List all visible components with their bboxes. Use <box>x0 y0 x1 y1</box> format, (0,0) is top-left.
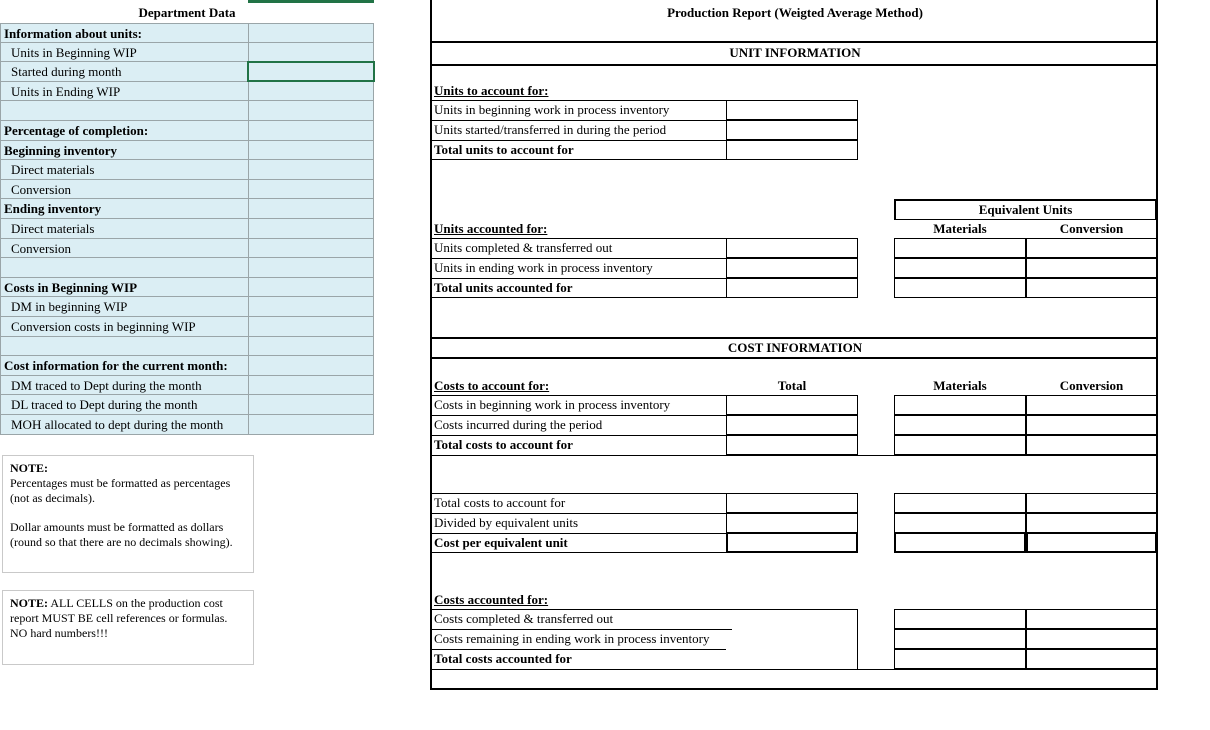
costs-ending-wip-label: Costs remaining in ending work in process inventory <box>434 631 710 646</box>
department-data-label[interactable]: Conversion costs in beginning WIP <box>0 317 248 337</box>
department-data-row <box>0 141 374 160</box>
department-data-label[interactable]: Cost information for the current month: <box>0 356 248 376</box>
department-data-row <box>0 199 374 219</box>
department-data-row <box>0 43 374 62</box>
department-data-value-cell[interactable] <box>248 239 374 258</box>
department-data-row <box>0 160 374 180</box>
department-data-row <box>0 82 374 101</box>
units-started-label: Units started/transferred in during the period <box>434 122 667 137</box>
department-data-row <box>0 376 374 395</box>
department-data-label[interactable]: Information about units: <box>0 23 248 43</box>
department-data-value-cell[interactable] <box>248 415 374 435</box>
units-beginning-wip-label: Units in beginning work in process inventory <box>434 102 670 117</box>
department-data-value-cell[interactable] <box>248 82 374 101</box>
department-data-value-cell[interactable] <box>248 278 374 297</box>
department-data-row <box>0 395 374 415</box>
total-units-to-account-label: Total units to account for <box>434 142 574 157</box>
department-data-row <box>0 415 374 435</box>
costs-total-col-header: Total <box>777 378 807 393</box>
department-data-label[interactable]: Direct materials <box>0 160 248 180</box>
costs-to-account-heading: Costs to account for: <box>434 378 550 393</box>
department-data-value-cell[interactable] <box>248 101 374 121</box>
costs-incurred-label: Costs incurred during the period <box>434 417 603 432</box>
department-data-label[interactable]: Beginning inventory <box>0 141 248 160</box>
formula-note <box>2 590 254 665</box>
units-ending-wip-label: Units in ending work in process inventory <box>434 260 653 275</box>
units-completed-label: Units completed & transferred out <box>434 240 613 255</box>
department-data-value-cell[interactable] <box>248 258 374 278</box>
department-data-row <box>0 23 374 43</box>
column-header-highlight <box>248 0 374 3</box>
costs-completed-label: Costs completed & transferred out <box>434 611 614 626</box>
costs-accounted-heading: Costs accounted for: <box>434 592 549 607</box>
formula-note-text <box>10 596 246 641</box>
department-data-row <box>0 180 374 199</box>
department-data-label[interactable]: Units in Beginning WIP <box>0 43 248 62</box>
department-data-row <box>0 101 374 121</box>
department-data-label[interactable] <box>0 258 248 278</box>
department-data-value-cell[interactable] <box>248 337 374 356</box>
costs-conversion-col-header: Conversion <box>1059 378 1124 393</box>
department-data-label[interactable]: Started during month <box>0 62 248 82</box>
department-data-value-cell[interactable] <box>248 43 374 62</box>
department-data-row <box>0 356 374 376</box>
title-divider <box>432 41 1157 43</box>
department-data-value-cell[interactable] <box>248 376 374 395</box>
total-units-accounted-label: Total units accounted for <box>434 280 573 295</box>
department-data-value-cell[interactable] <box>248 356 374 376</box>
units-to-account-heading: Units to account for: <box>434 83 549 98</box>
department-data-row <box>0 297 374 317</box>
department-data-row <box>0 121 374 141</box>
total-costs-accounted-label: Total costs accounted for <box>434 651 572 666</box>
note-heading: NOTE: <box>10 461 49 475</box>
department-data-value-cell[interactable] <box>248 219 374 239</box>
units-accounted-heading: Units accounted for: <box>434 221 548 236</box>
cost-per-eu-label: Cost per equivalent unit <box>434 535 568 550</box>
department-data-label[interactable]: Ending inventory <box>0 199 248 219</box>
department-data-label[interactable]: MOH allocated to dept during the month <box>0 415 248 435</box>
divided-by-eu-label: Divided by equivalent units <box>434 515 579 530</box>
eu-materials-header: Materials <box>933 221 987 236</box>
cost-info-bottom-divider <box>432 357 1157 359</box>
note2-body: ALL CELLS on the production cost report MUST BE cell references or formulas. NO hard numbers!!! <box>10 596 228 640</box>
department-data-value-cell[interactable] <box>248 297 374 317</box>
department-data-value-cell[interactable] <box>248 317 374 337</box>
department-data-row <box>0 278 374 297</box>
note2-heading: NOTE: <box>10 596 49 610</box>
cost-info-header: COST INFORMATION <box>727 340 863 355</box>
department-data-label[interactable]: DM in beginning WIP <box>0 297 248 317</box>
costs-section-divider <box>432 455 1157 456</box>
report-title: Production Report (Weigted Average Method) <box>667 5 923 20</box>
department-data-panel <box>0 0 374 436</box>
unit-info-header: UNIT INFORMATION <box>729 45 861 60</box>
formatting-note <box>2 455 254 573</box>
department-data-row <box>0 219 374 239</box>
department-data-title: Department Data <box>138 5 236 20</box>
department-data-value-cell[interactable] <box>248 180 374 199</box>
department-data-row <box>0 239 374 258</box>
department-data-value-cell[interactable] <box>248 160 374 180</box>
department-data-value-cell[interactable] <box>248 199 374 219</box>
department-data-label[interactable]: Costs in Beginning WIP <box>0 278 248 297</box>
department-data-label[interactable]: Conversion <box>0 180 248 199</box>
costs-materials-col-header: Materials <box>933 378 987 393</box>
department-data-label[interactable]: Conversion <box>0 239 248 258</box>
eu-conversion-header: Conversion <box>1059 221 1124 236</box>
department-data-label[interactable] <box>0 337 248 356</box>
report-bottom-divider <box>432 669 1157 670</box>
department-data-label[interactable]: Percentage of completion: <box>0 121 248 141</box>
department-data-label[interactable]: Direct materials <box>0 219 248 239</box>
department-data-label[interactable] <box>0 101 248 121</box>
note-percentages: Percentages must be formatted as percentages (not as decimals). <box>10 476 231 505</box>
department-data-row <box>0 258 374 278</box>
note-dollars: Dollar amounts must be formatted as dollars (round so that there are no decimals showing). <box>10 520 233 549</box>
department-data-value-cell[interactable] <box>248 141 374 160</box>
department-data-label[interactable]: DM traced to Dept during the month <box>0 376 248 395</box>
costs-beginning-wip-label: Costs in beginning work in process inventory <box>434 397 671 412</box>
department-data-row <box>0 317 374 337</box>
selected-cell[interactable] <box>247 61 375 82</box>
department-data-value-cell[interactable] <box>248 23 374 43</box>
equivalent-units-header: Equivalent Units <box>978 202 1073 217</box>
department-data-row <box>0 337 374 356</box>
department-data-label[interactable]: Units in Ending WIP <box>0 82 248 101</box>
department-data-value-cell[interactable] <box>248 395 374 415</box>
department-data-value-cell[interactable] <box>248 121 374 141</box>
total-costs-to-account-label: Total costs to account for <box>434 437 573 452</box>
per-unit-total-costs-label: Total costs to account for <box>434 495 566 510</box>
unit-info-divider <box>432 64 1157 66</box>
department-data-label[interactable]: DL traced to Dept during the month <box>0 395 248 415</box>
